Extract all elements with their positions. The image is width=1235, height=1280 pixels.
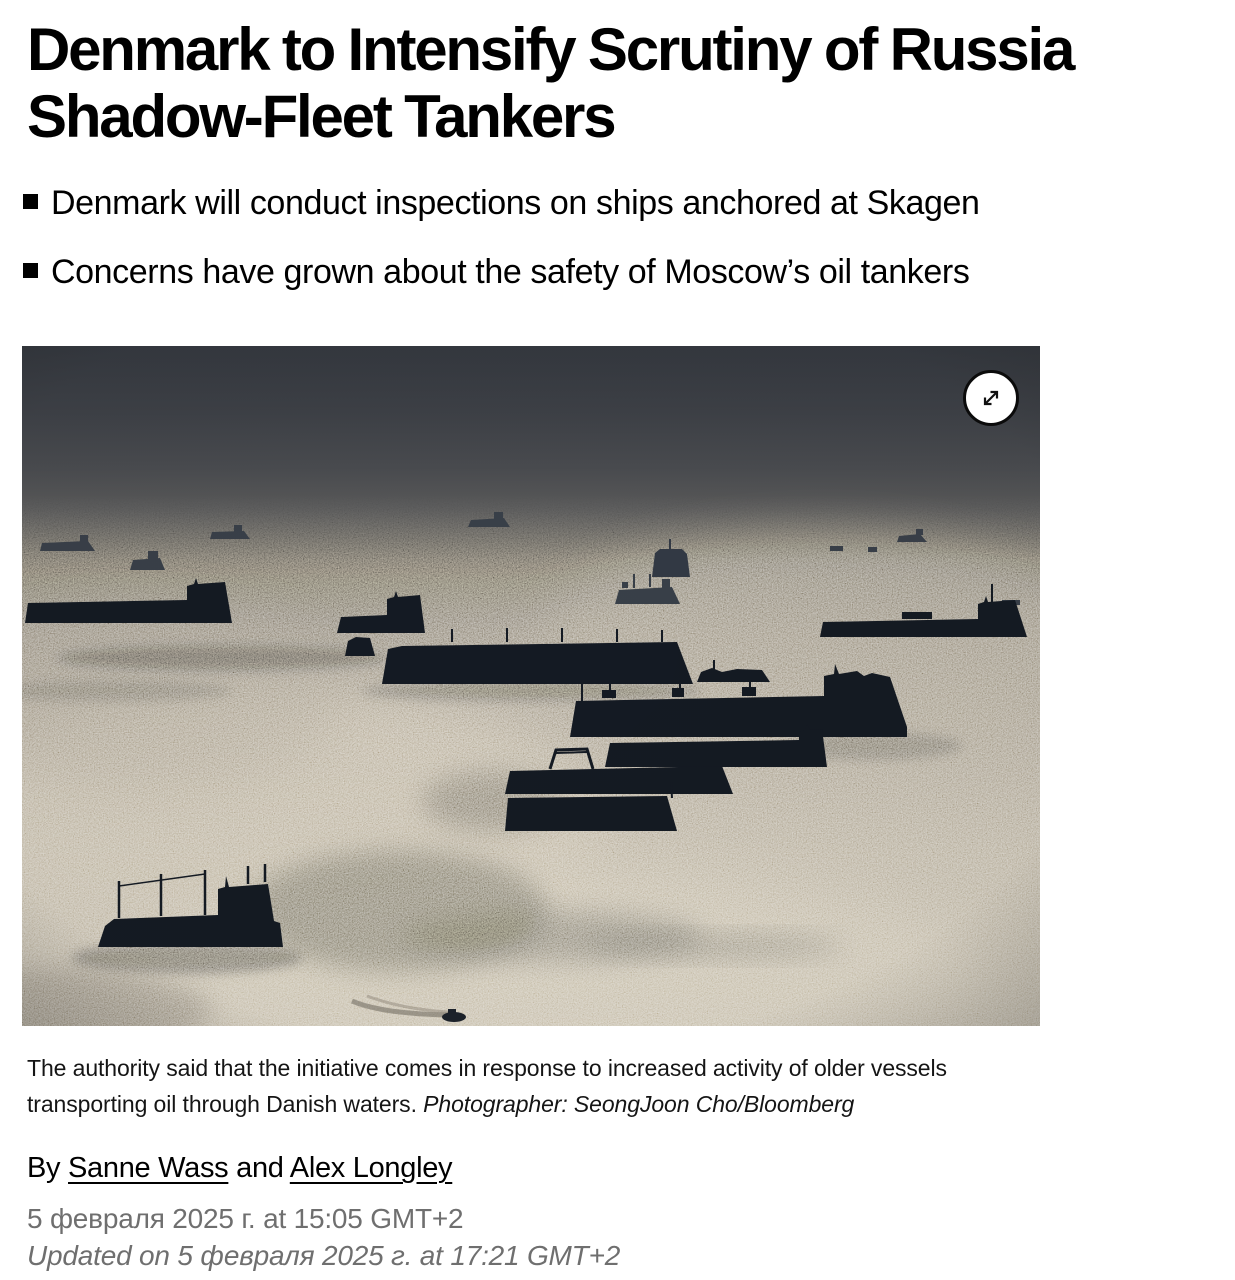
caption-text: The authority said that the initiative comes in response to increased activity of older vessels transporting oil through Danish waters.: [27, 1055, 947, 1117]
page-title: Denmark to Intensify Scrutiny of Russia Shadow-Fleet Tankers: [27, 16, 1074, 150]
key-points: [27, 184, 1208, 292]
photo-credit: Photographer: SeongJoon Cho/Bloomberg: [423, 1091, 855, 1117]
byline-prefix: By: [27, 1152, 61, 1184]
expand-image-button[interactable]: [963, 370, 1019, 426]
square-bullet-icon: [23, 194, 38, 209]
key-point-item: [27, 184, 1208, 223]
expand-arrows-icon: [978, 385, 1004, 411]
photo-vignette: [22, 346, 1040, 1026]
key-point-text: Concerns have grown about the safety of Moscow’s oil tankers: [51, 253, 970, 291]
lead-photo: [22, 346, 1040, 1026]
key-point-text: Denmark will conduct inspections on ships anchored at Skagen: [51, 184, 980, 222]
author-link-sanne-wass[interactable]: Sanne Wass: [68, 1152, 229, 1184]
byline-conjunction: and: [236, 1152, 284, 1184]
lead-image-figure: [22, 346, 1040, 1026]
byline: [27, 1152, 1208, 1185]
image-caption: [27, 1050, 1042, 1122]
square-bullet-icon: [23, 263, 38, 278]
key-point-item: [27, 253, 1208, 292]
author-link-alex-longley[interactable]: Alex Longley: [289, 1152, 453, 1184]
updated-date: Updated on 5 февраля 2025 г. at 17:21 GMT+2: [27, 1240, 621, 1271]
published-date: 5 февраля 2025 г. at 15:05 GMT+2: [27, 1203, 464, 1234]
